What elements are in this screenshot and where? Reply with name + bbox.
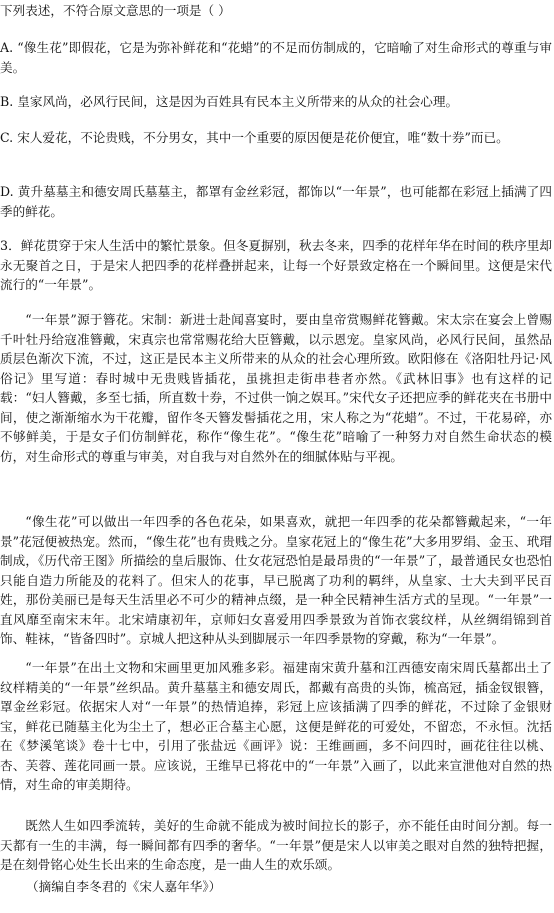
option-a[interactable] [0, 38, 552, 77]
option-d[interactable] [0, 182, 552, 221]
passage-paragraph-4: 既然人生如四季流转，美好的生命就不能成为被时间拉长的影子，亦不能任由时间分割。每一天都有一生的丰满，每一瞬间都有四季的奢华。“一年景”便是宋人以审美之眼对自然的独特把握，是在刻骨铭心处生长出来的生命态度，是一曲人生的欢乐颂。 [0, 818, 552, 872]
option-a-label: A. [0, 40, 14, 55]
option-a-text: “像生花”即假花，它是为弥补鲜花和“花蜡”的不足而仿制成的，它暗喻了对生命形式的尊重与审美。 [0, 40, 552, 75]
passage-paragraph-2: “像生花”可以做出一年四季的各色花朵，如果喜欢，就把一年四季的花朵都簪戴起来，“一年景”花冠便被热宠。然而，“像生花”也有贵贱之分。皇家花冠上的“像生花”大多用罗绢、金玉、玳瑁制成，《历代帝王图》所描绘的皇后服饰、仕女花冠恐怕是最昂贵的“一年景”了，最普通民女也恐怕只能自造力所能及的花料了。但宋人的花事，早已脱离了功利的羁绊，从皇家、士大夫到平民百姓，那份美丽已是每天生活里必不可少的精神点缀，是一种全民精神生活方式的呈现。“一年景”一直风靡至南宋末年。北宋靖康初年，京师妇女喜爱用四季景致为首饰衣裳纹样，从丝绸绢锦到首饰、鞋袜，“皆备四时”。京城人把这种从头到脚展示一年四季景物的穿戴，称为“一年景”。 [0, 514, 552, 646]
question-stem: 下列表述，不符合原文意思的一项是（ ） [0, 3, 231, 18]
passage-paragraph-1: “一年景”源于簪花。宋制：新进士赴闻喜宴时，要由皇帝赏赐鲜花簪戴。宋太宗在宴会上曾赐千叶牡丹给寇准簪戴，宋真宗也常常赐花给大臣簪戴，以示恩宠。皇家风尚，必风行民间，虽然品质层色渐次下流，不过，这正是民本主义所带来的从众的社会心理所致。欧阳修在《洛阳牡丹记·风俗记》里写道：春时城中无贵贱皆插花，虽挑担走街串巷者亦然。《武林旧事》也有这样的记载：“妇人簪戴，多至七插，所直数十券，不过供一饷之娱耳。”宋代女子还把应季的鲜花夹在书册中间，使之渐渐缩水为干花瓣，留作冬天簪发髻插花之用，宋人称之为“花蜡”。不过，干花易碎，亦不够鲜美，于是女子们仿制鲜花，称作“像生花”。“像生花”暗喻了一种努力对自然生命状态的模仿，对生命形式的尊重与审美，对自我与对自然外在的细腻体贴与平视。 [0, 312, 552, 464]
option-c-label: C. [0, 130, 14, 145]
passage-paragraph-3: “一年景”在出土文物和宋画里更加风雅多彩。福建南宋黄升墓和江西德安南宋周氏墓都出土了纹样精美的“一年景”丝织品。黄升墓墓主和德安周氏，都戴有高贵的头饰，梳高冠，插金钗银簪，罩金丝彩冠。依据宋人对“一年景”的热情追捧，彩冠上应该插满了四季的鲜花，不过除了金银财宝，鲜花已随墓主化为尘土了，想必正合墓主心愿，这便是鲜花的可爱处，不留恋，不永恒。沈括在《梦溪笔谈》卷十七中，引用了张盐远《画评》说：王维画画，多不问四时，画花往往以桃、杏、芙蓉、莲花同画一景。应该说，王维早已将花中的“一年景”入画了，以此来宣泄他对自然的热情，对生命的审美期待。 [0, 660, 552, 792]
source-citation: （摘编自李冬君的《宋人嘉年华》） [26, 879, 222, 894]
option-b-text: 皇家风尚，必风行民间，这是因为百姓具有民本主义所带来的从众的社会心理。 [17, 94, 459, 109]
option-b[interactable] [0, 92, 552, 112]
option-c-text: 宋人爱花，不论贵贱，不分男女，其中一个重要的原因便是花价便宜，唯“数十券”而已。 [17, 130, 509, 145]
option-c[interactable] [0, 128, 552, 148]
option-d-text: 黄升墓墓主和德安周氏墓墓主，都罩有金丝彩冠，都饰以“一年景”，也可能都在彩冠上插满了四季的鲜花。 [0, 184, 552, 219]
passage-intro: 3．鲜花贯穿于宋人生活中的繁忙景象。但冬夏摒别，秋去冬来，四季的花样年华在时间的秩序里却永无聚首之日，于是宋人把四季的花样叠拼起来，让每一个好景致定格在一个瞬间里。这便是宋代流行的“一年景”。 [0, 238, 552, 292]
option-d-label: D. [0, 184, 14, 199]
option-b-label: B. [0, 94, 14, 109]
